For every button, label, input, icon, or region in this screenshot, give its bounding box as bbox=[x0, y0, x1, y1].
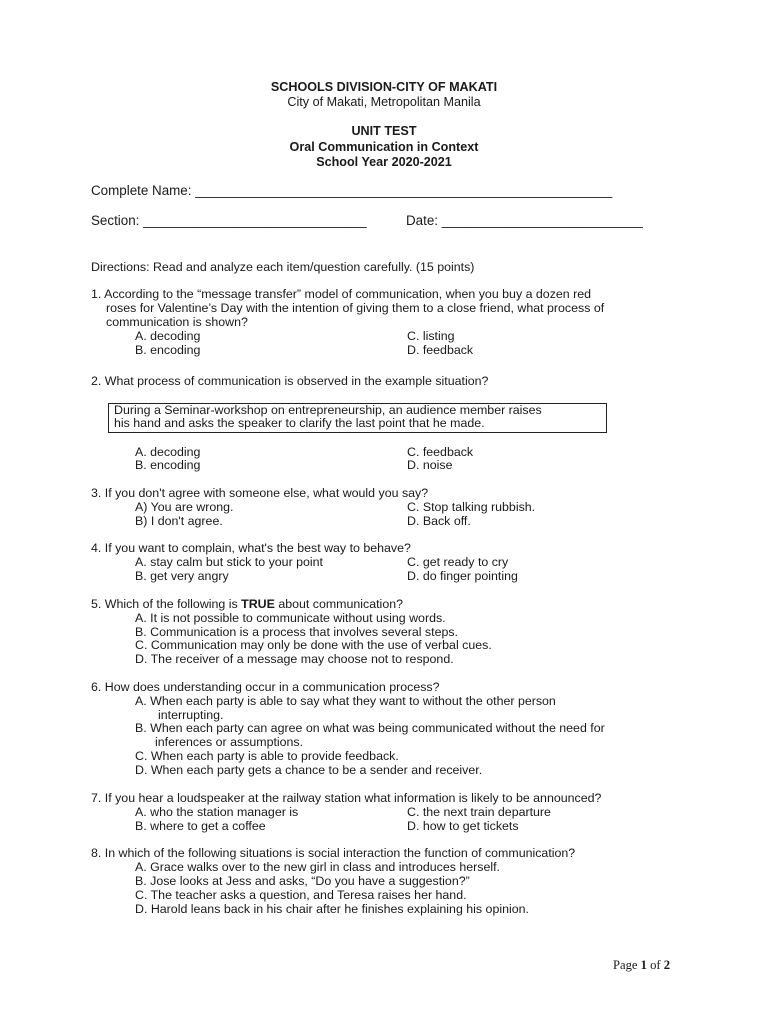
q2-option-a: A. decoding bbox=[135, 445, 201, 459]
q8-option-c: C. The teacher asks a question, and Teresa raises her hand. bbox=[135, 888, 467, 902]
q5-option-a: A. It is not possible to communicate without using words. bbox=[135, 611, 446, 625]
q7-stem: 7. If you hear a loudspeaker at the railway station what information is likely to be announced? bbox=[91, 791, 602, 805]
q4-option-d: D. do finger pointing bbox=[407, 569, 518, 583]
q6-stem: 6. How does understanding occur in a communication process? bbox=[91, 680, 440, 694]
q5-option-d: D. The receiver of a message may choose not to respond. bbox=[135, 652, 454, 666]
q3-option-c: C. Stop talking rubbish. bbox=[407, 500, 536, 514]
q5-option-b: B. Communication is a process that involves several steps. bbox=[135, 625, 458, 639]
q2-option-c: C. feedback bbox=[407, 445, 474, 459]
q3-stem: 3. If you don't agree with someone else, what would you say? bbox=[91, 486, 429, 500]
q1-option-a: A. decoding bbox=[135, 329, 201, 343]
q7-option-a: A. who the station manager is bbox=[135, 805, 299, 819]
section-field: Section: ______________________________ bbox=[91, 213, 367, 228]
subject: Oral Communication in Context bbox=[289, 140, 479, 154]
test-type: UNIT TEST bbox=[351, 124, 417, 138]
q6-option-b-line2: inferences or assumptions. bbox=[155, 735, 304, 749]
q5-option-c: C. Communication may only be done with the use of verbal cues. bbox=[135, 638, 492, 652]
q6-option-d: D. When each party gets a chance to be a sender and receiver. bbox=[135, 763, 483, 777]
q6-option-a-line1: A. When each party is able to say what they want to without the other person bbox=[135, 694, 556, 708]
q2-situation-line2: his hand and asks the speaker to clarify the last point that he made. bbox=[114, 416, 485, 430]
q6-option-a-line2: interrupting. bbox=[158, 708, 224, 722]
q2-option-d: D. noise bbox=[407, 458, 453, 472]
q2-option-b: B. encoding bbox=[135, 458, 201, 472]
q2-stem: 2. What process of communication is observed in the example situation? bbox=[91, 374, 489, 388]
q1-stem-line3: communication is shown? bbox=[106, 315, 248, 329]
date-field: Date: ___________________________ bbox=[406, 213, 643, 228]
q6-option-b-line1: B. When each party can agree on what was being communicated without the need for bbox=[135, 721, 605, 735]
q1-option-c: C. listing bbox=[407, 329, 455, 343]
page-word: Page bbox=[613, 958, 641, 972]
q8-option-b: B. Jose looks at Jess and asks, “Do you have a suggestion?” bbox=[135, 874, 470, 888]
q5-stem-true: TRUE bbox=[241, 597, 275, 611]
q7-option-b: B. where to get a coffee bbox=[135, 819, 266, 833]
q5-stem bbox=[91, 597, 403, 611]
school-year: School Year 2020-2021 bbox=[316, 155, 452, 169]
q4-option-b: B. get very angry bbox=[135, 569, 229, 583]
q4-option-a: A. stay calm but stick to your point bbox=[135, 555, 324, 569]
page-of-word: of bbox=[646, 958, 664, 972]
q1-stem-line1: 1. According to the “message transfer” model of communication, when you buy a dozen red bbox=[91, 287, 592, 301]
q7-option-c: C. the next train departure bbox=[407, 805, 551, 819]
division-title: SCHOOLS DIVISION-CITY OF MAKATI bbox=[270, 80, 498, 94]
page-total: 2 bbox=[663, 958, 671, 972]
page-number bbox=[613, 958, 670, 973]
q1-stem-line2: roses for Valentine’s Day with the intention of giving them to a close friend, what process of bbox=[106, 301, 605, 315]
q6-option-c: C. When each party is able to provide feedback. bbox=[135, 749, 399, 763]
q8-option-a: A. Grace walks over to the new girl in class and introduces herself. bbox=[135, 860, 501, 874]
q1-option-d: D. feedback bbox=[407, 343, 474, 357]
page-current: 1 bbox=[640, 958, 647, 972]
q3-option-b: B) I don't agree. bbox=[135, 514, 223, 528]
q4-stem: 4. If you want to complain, what's the best way to behave? bbox=[91, 541, 411, 555]
q4-option-c: C. get ready to cry bbox=[407, 555, 509, 569]
q2-situation-line1: During a Seminar-workshop on entrepreneurship, an audience member raises bbox=[114, 403, 542, 417]
q8-option-d: D. Harold leans back in his chair after he finishes explaining his opinion. bbox=[135, 902, 529, 916]
directions: Directions: Read and analyze each item/question carefully. (15 points) bbox=[91, 260, 475, 274]
complete-name-field: Complete Name: ________________________________________________________ bbox=[91, 183, 613, 198]
q1-option-b: B. encoding bbox=[135, 343, 201, 357]
location: City of Makati, Metropolitan Manila bbox=[287, 95, 481, 109]
q3-option-d: D. Back off. bbox=[407, 514, 471, 528]
q5-stem-post: about communication? bbox=[274, 597, 403, 611]
q5-stem-pre: 5. Which of the following is bbox=[91, 597, 242, 611]
q8-stem: 8. In which of the following situations is social interaction the function of communication? bbox=[91, 846, 576, 860]
q3-option-a: A) You are wrong. bbox=[135, 500, 234, 514]
q7-option-d: D. how to get tickets bbox=[407, 819, 519, 833]
